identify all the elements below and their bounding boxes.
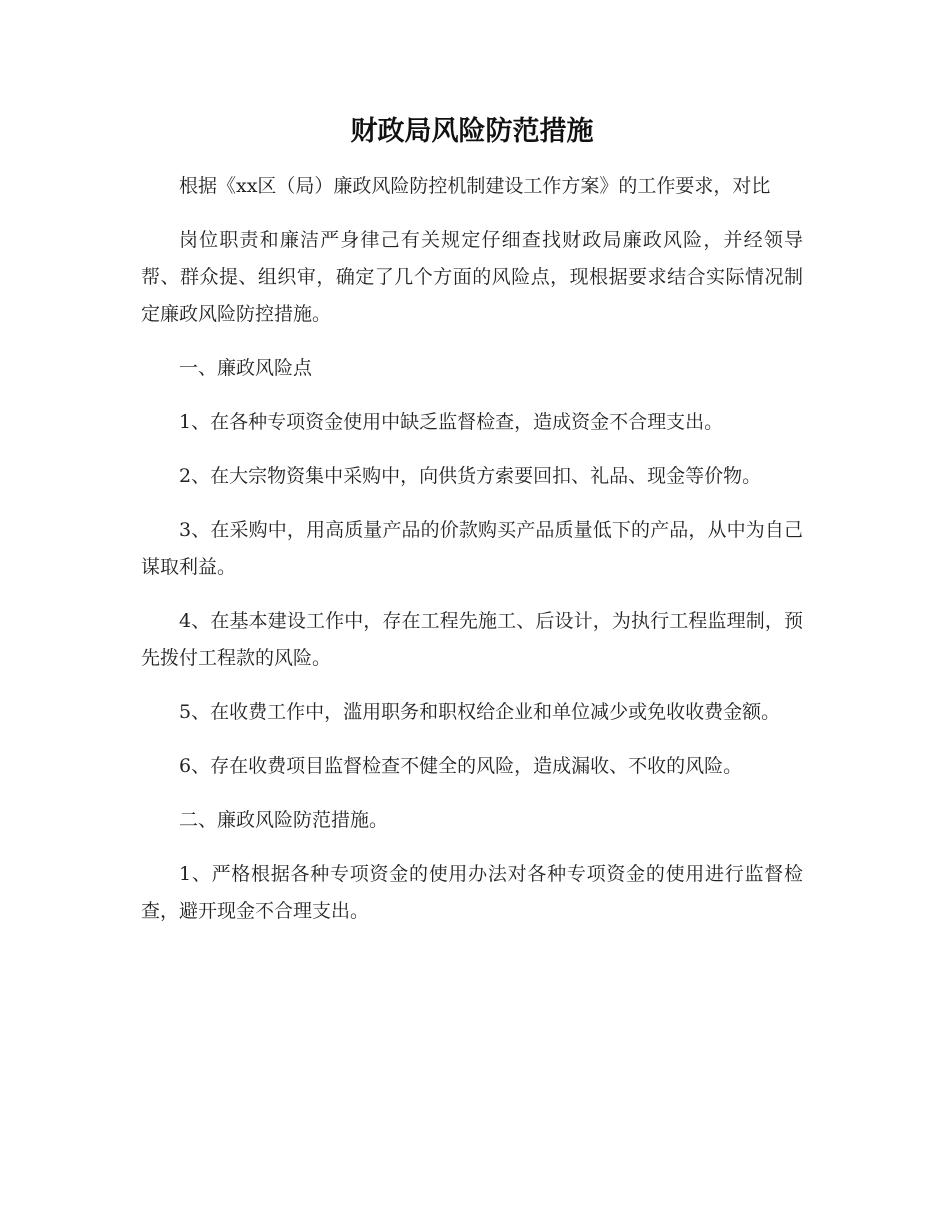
risk-point-4: 4、在基本建设工作中，存在工程先施工、后设计，为执行工程监理制，预先拨付工程款的风险。 — [141, 610, 803, 669]
risk-point-5: 5、在收费工作中，滥用职务和职权给企业和单位减少或免收收费金额。 — [179, 701, 781, 723]
risk-point-2: 2、在大宗物资集中采购中，向供货方索要回扣、礼品、现金等价物。 — [179, 465, 762, 487]
intro-paragraph-continued: 岗位职责和廉洁严身律己有关规定仔细查找财政局廉政风险，并经领导帮、群众提、组织审，确定了几个方面的风险点，现根据要求结合实际情况制定廉政风险防控措施。 — [141, 229, 803, 325]
document-title: 财政局风险防范措施 — [350, 116, 594, 147]
risk-point-6: 6、存在收费项目监督检查不健全的风险，造成漏收、不收的风险。 — [179, 755, 743, 777]
risk-point-3: 3、在采购中，用高质量产品的价款购买产品质量低下的产品，从中为自己谋取利益。 — [141, 519, 803, 578]
intro-paragraph: 根据《xx区（局）廉政风险防控机制建设工作方案》的工作要求，对比 — [179, 175, 771, 197]
document-body — [141, 112, 803, 947]
section-heading-prevention-measures: 二、廉政风险防范措施。 — [179, 809, 389, 831]
section-heading-risk-points: 一、廉政风险点 — [179, 357, 313, 379]
prevention-measure-1: 1、严格根据各种专项资金的使用办法对各种专项资金的使用进行监督检查，避开现金不合理支出。 — [141, 863, 803, 922]
risk-point-1: 1、在各种专项资金使用中缺乏监督检查，造成资金不合理支出。 — [179, 411, 724, 433]
